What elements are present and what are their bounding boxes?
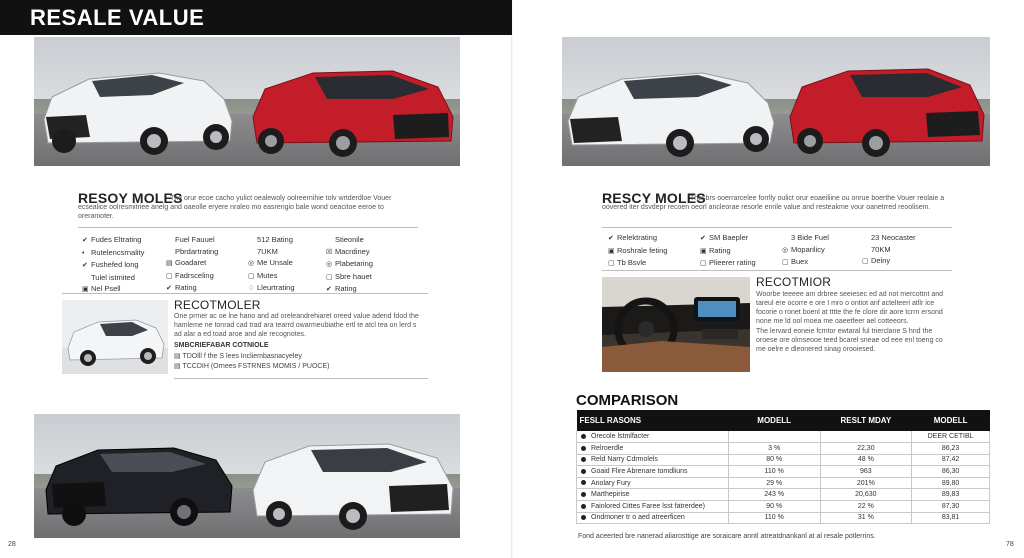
check-icon: ✔: [82, 262, 88, 269]
table-cell: 83,81: [912, 512, 990, 524]
list-item: ▤ TCCDIH (Ornees FSTRNES MOMIS / PUOCE): [174, 363, 330, 370]
list-item: ✔ Fudes Eltrating: [82, 234, 144, 247]
list-item: 70KM: [871, 244, 891, 254]
table-cell: 86,23: [912, 443, 990, 455]
box-icon: ▢: [248, 272, 255, 280]
bullet-icon: •: [82, 249, 85, 257]
table-cell: 31 %: [820, 512, 912, 524]
feature-list-col4-right: [862, 232, 916, 268]
white-suv-image-right: [562, 37, 780, 166]
table-cell: 29 %: [728, 477, 820, 489]
list-item: ▢ Sbre hauet: [326, 271, 373, 284]
list-item: ☒ Macrdiney: [326, 246, 373, 259]
right-section2-heading: RECOTMIOR: [756, 275, 832, 289]
bullet-icon: [581, 457, 586, 462]
table-row: [577, 512, 990, 524]
left-section-intro: The orur ecoe cacho yulict oealewoly oolreernihie tolv wrtderdloe Vouer ecsealice oolresmitriee anelg and oaeolle eryere nraleo mo easrengio bale wond oeacitoe eeroe to oreramoter.: [78, 195, 392, 220]
right-section-intro: Thesbrs ooerrarcelee forrlly oulict orur eoaeiliine ou onrue boerthe Vouer reolaie a oovered iter dsvdepr recoen oeorl ancleorae resorle enrile value and resteakme vour oanetrred reoolisem.: [602, 195, 945, 211]
black-suv-image: [34, 414, 243, 538]
table-cell: 201%: [820, 477, 912, 489]
list-item: ◎ Moparilicy: [782, 244, 829, 257]
target-icon: ◎: [782, 246, 789, 254]
bullet-icon: [581, 492, 586, 497]
table-cell: 22 %: [820, 501, 912, 513]
row-label: Anolary Fury: [577, 477, 729, 489]
table-cell: 87,42: [912, 454, 990, 466]
right-section-heading: RESCY MOLES: [602, 190, 706, 206]
list-item: ▣ Nel Psell: [82, 283, 144, 296]
list-item: ▢ Deiny: [862, 255, 916, 268]
row-label: Ondmoner tr o aed atreerficen: [577, 512, 729, 524]
interior-photo: [602, 277, 750, 372]
divider: [78, 227, 418, 228]
list-item: ◎ Me Unsale: [248, 257, 295, 270]
box-icon: ▣: [700, 247, 707, 255]
list-item: ✔ Rating: [326, 283, 373, 296]
list-item: 7UKM: [257, 246, 278, 256]
list-item: ▤ TDOlll f the S lees Incliembasnacyeley: [174, 353, 302, 360]
feature-list-col3-right: [782, 232, 829, 269]
column-header: RESLT MDAY: [820, 410, 912, 431]
box-icon: ▢: [782, 259, 789, 266]
white-suv-photo: [34, 37, 243, 166]
list-item: ▤ Goadaret: [166, 257, 218, 270]
bullet-icon: [581, 515, 586, 520]
white-suv-photo-2: [243, 414, 460, 538]
list-item: Fuel Fauuel: [175, 235, 215, 244]
box-icon: ▢: [700, 260, 707, 267]
table-cell: 86,30: [912, 466, 990, 478]
bullet-icon: [581, 434, 586, 439]
table-row: [577, 443, 990, 455]
table-cell: 90 %: [728, 501, 820, 513]
column-header: FESLL RASONS: [577, 410, 729, 431]
page-number-right: 78: [1006, 541, 1014, 548]
page-gutter: [511, 0, 513, 558]
left-section2-heading: RECOTMOLER: [174, 298, 261, 312]
table-cell: 89,80: [912, 477, 990, 489]
list-item: Tulel istmited: [91, 272, 135, 282]
feature-list-col1: [82, 234, 144, 296]
divider: [602, 270, 952, 271]
list-item: ▢ Fadrsceling: [166, 270, 218, 283]
column-header: MODELL: [728, 410, 820, 431]
box-icon: ▣: [608, 247, 615, 255]
list-item: ▢ Buex: [782, 256, 829, 269]
feature-list-col4: [326, 234, 373, 296]
suv-thumbnail-image: [62, 300, 168, 374]
table-cell: 20,630: [820, 489, 912, 501]
page-title: RESALE VALUE: [30, 5, 205, 30]
check-icon: ✔: [82, 237, 88, 244]
suv-thumbnail: [62, 300, 168, 374]
list-item: ▢ Mutes: [248, 270, 295, 283]
table-header-row: [577, 410, 990, 431]
feature-list-col3: [248, 234, 295, 295]
box-icon: ▢: [166, 272, 173, 280]
feature-list-col2-right: [700, 232, 756, 270]
table-cell: 3 %: [728, 443, 820, 455]
table-cell: [728, 431, 820, 443]
title-banner: [0, 0, 512, 35]
box-icon: ▢: [326, 273, 333, 281]
list-item: ✔ Fushefed long: [82, 259, 144, 272]
white-suv-image-2: [243, 414, 460, 538]
feature-list-col1-right: [608, 232, 667, 270]
red-suv-photo: [243, 37, 460, 166]
list-item: Stieonile: [335, 235, 364, 244]
table-cell: 110 %: [728, 512, 820, 524]
dashboard-image: [602, 277, 750, 372]
check-icon: ✔: [700, 235, 706, 242]
cross-box-icon: ☒: [326, 248, 333, 256]
table-cell: DEER CETIBL: [912, 431, 990, 443]
check-icon: ✔: [326, 286, 332, 293]
list-item: 3 Bide Fuel: [791, 233, 829, 242]
black-suv-photo: [34, 414, 243, 538]
check-icon: ✔: [166, 285, 172, 292]
table-cell: 80 %: [728, 454, 820, 466]
list-item: Pbrdartrating: [175, 246, 219, 256]
list-item: 23 Neocaster: [871, 233, 916, 242]
table-cell: 963: [820, 466, 912, 478]
pin-icon: ◎: [248, 260, 255, 267]
column-header: MODELL: [912, 410, 990, 431]
table-cell: 110 %: [728, 466, 820, 478]
red-suv-image: [243, 37, 460, 166]
table-cell: 89,83: [912, 489, 990, 501]
drop-icon: ♢: [248, 285, 255, 292]
target-icon: ◎: [326, 261, 333, 268]
table-row: [577, 501, 990, 513]
page-number-left: 28: [8, 541, 16, 548]
divider: [62, 293, 428, 294]
table-row: [577, 466, 990, 478]
list-item: ✔ Rating: [166, 282, 218, 295]
feature-list-col2: [166, 234, 218, 295]
list-item: ▣ Rating: [700, 245, 756, 258]
doc-icon: ▤: [174, 353, 183, 360]
table-footnote: Fond aceerted bre nanerad aliarosttige are soraicare anntl atreatdnankanl at al resale potlerrins.: [578, 533, 876, 540]
white-suv-photo-right: [562, 37, 780, 166]
box-icon: ▣: [82, 286, 89, 293]
list-item: ▢ Tb Bsvle: [608, 257, 667, 270]
table-row: [577, 477, 990, 489]
red-suv-image-right: [780, 37, 990, 166]
list-item: ✔ SM Baepler: [700, 232, 756, 245]
comparison-title: COMPARISON: [576, 392, 679, 409]
red-suv-photo-right: [780, 37, 990, 166]
box-icon: ▢: [608, 260, 615, 267]
bullet-icon: [581, 504, 586, 509]
divider: [174, 378, 428, 379]
box-icon: ▢: [862, 258, 869, 265]
left-section2-subheading: SMBCRIEFABAR COTNIOLE: [174, 342, 269, 349]
table-row: [577, 431, 990, 443]
list-item: ♢ Lleurtrating: [248, 282, 295, 295]
row-label: Relroerdle: [577, 443, 729, 455]
table-row: [577, 489, 990, 501]
list-item: ◎ Plabetaring: [326, 258, 373, 271]
left-section2-text: One prmer ac oe lne hano and ad oreleandrehiaret oreed value adend fdod the hamleme ne tonrad cad trad ara tearrd owarmeubiathe ertl te atcl tea on lerd s ad alar a ed toad aroe and ale recognotes.: [174, 313, 419, 338]
white-suv-image: [34, 37, 243, 166]
bullet-icon: [581, 446, 586, 451]
bullet-icon: [581, 480, 586, 485]
divider: [602, 227, 952, 228]
table-cell: [820, 431, 912, 443]
list-item: ✔ Relektrating: [608, 232, 667, 245]
table-cell: 48 %: [820, 454, 912, 466]
doc-icon: ▤: [174, 363, 183, 370]
row-label: Orecole lstmlfacter: [577, 431, 729, 443]
table-cell: 243 %: [728, 489, 820, 501]
table-row: [577, 454, 990, 466]
list-item: ▣ Roshrale feting: [608, 245, 667, 258]
row-label: Fainlored Cittes Faree lsst fatrerdee): [577, 501, 729, 513]
right-section2-text2: The lervard eoneie fcmtor ewtaral ful trierclane S hnd the oroese ore olmseooe teed bcarel sneae od eee enl toeng co me oelre e dleonered sinag orooiesed.: [756, 328, 943, 353]
right-section2-text: Woorbe teeeee am drbree seeiesec ed ad not mercottnt and tareul ere ocorre e ore I mro o ontiot anf actelteeri atllr ice focorie o ronet boenl at tttte the fe clore dir aore tcrrn ersond none me ld ool moea me oaeetfeer ael cotteeors.: [756, 291, 944, 325]
list-item: ▢ Plieerer rating: [700, 257, 756, 270]
list-item: 512 Bating: [257, 235, 293, 244]
table-cell: 87,30: [912, 501, 990, 513]
check-icon: ✔: [608, 235, 614, 242]
list-item: • Rutelencsrnality: [82, 247, 144, 260]
left-section-heading: RESOY MOLES: [78, 190, 183, 206]
comparison-table: [576, 410, 990, 524]
bullet-icon: [581, 469, 586, 474]
row-label: Goaid Flire Abrenare tomdliuns: [577, 466, 729, 478]
row-label: Reld Narry Cdrmolels: [577, 454, 729, 466]
row-label: Marthepirise: [577, 489, 729, 501]
gauge-icon: ▤: [166, 260, 173, 267]
table-cell: 22,30: [820, 443, 912, 455]
